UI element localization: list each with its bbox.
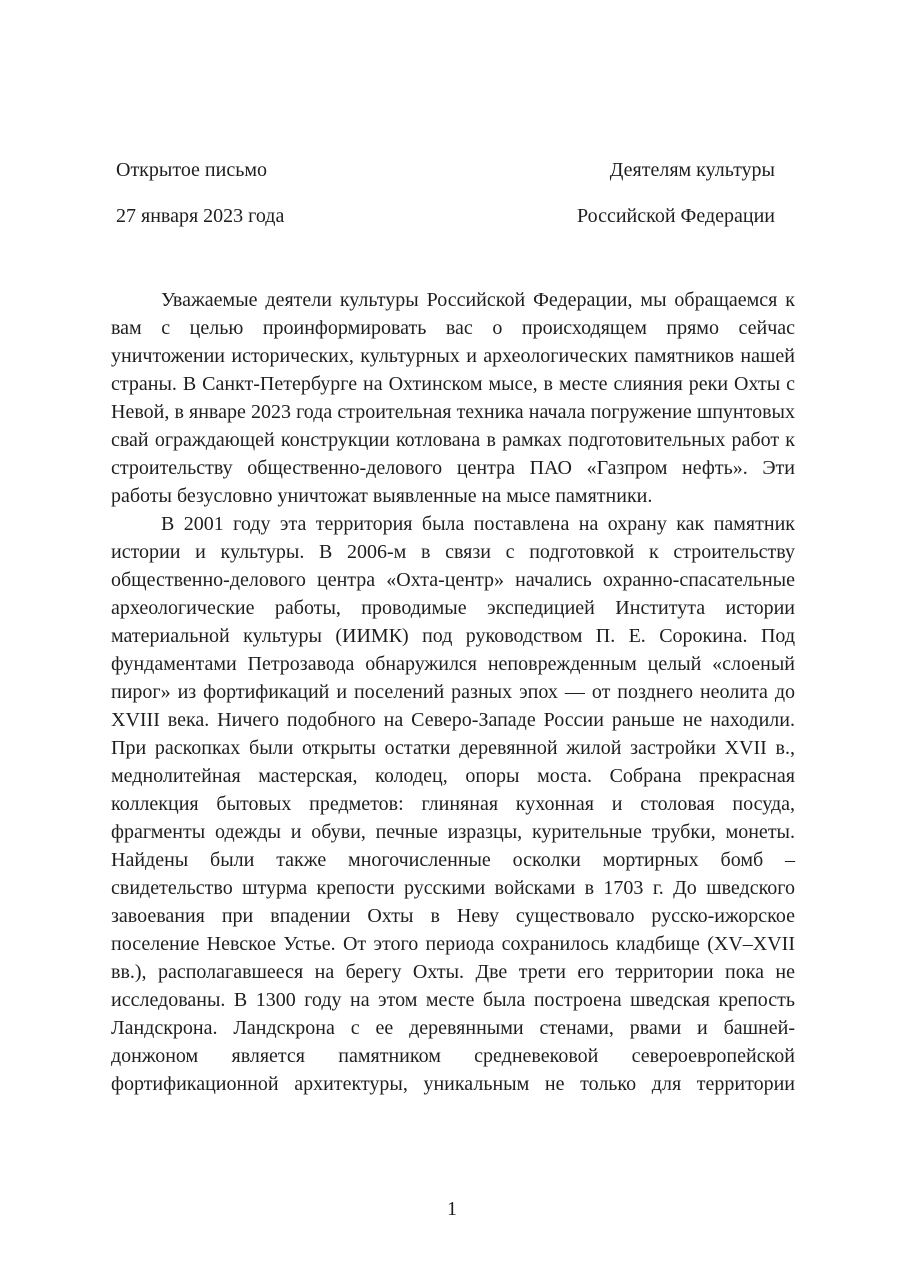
paragraph-1: Уважаемые деятели культуры Российской Федерации, мы обращаемся к вам с целью проинформировать вас о происходящем прямо сейчас уничтожении исторических, культурных и археологических памятников нашей страны. В Санкт-Петербурге на Охтинском мысе, в месте слияния реки Охты с Невой, в январе 2023 года строительная техника начала погружение шпунтовых свай ограждающей конструкции котлована в рамках подготовительных работ к строительству общественно-делового центра ПАО «Газпром нефть». Эти работы безусловно уничтожат выявленные на мысе памятники. bbox=[111, 289, 795, 507]
letter-body bbox=[111, 286, 795, 1098]
page-number: 1 bbox=[447, 1198, 457, 1220]
letter-header-row-2 bbox=[111, 202, 795, 230]
addressee-line-2: Российской Федерации bbox=[576, 205, 775, 227]
letter-header-row-1 bbox=[111, 156, 795, 184]
paragraph-2: В 2001 году эта территория была поставлена на охрану как памятник истории и культуры. В 2006-м в связи с подготовкой к строительству общественно-делового центра «Охта-центр» начались охранно-спасательные археологические работы, проводимые экспедицией Института истории материальной культуры (ИИМК) под руководством П. Е. Сорокина. Под фундаментами Петрозавода обнаружился неповрежденным целый «слоеный пирог» из фортификаций и поселений разных эпох — от позднего неолита до XVIII века. Ничего подобного на Северо-Западе России раньше не находили. При раскопках были открыты остатки деревянной жилой застройки XVII в., меднолитейная мастерская, колодец, опоры моста. Собрана прекрасная коллекция бытовых предметов: глиняная кухонная и столовая посуда, фрагменты одежды и обуви, печные изразцы, курительные трубки, монеты. Найдены были также многочисленные осколки мортирных бомб – свидетельство штурма крепости русскими войсками в 1703 г. До шведского завоевания при впадении Охты в Неву существовало русско-ижорское поселение Невское Устье. От этого периода сохранилось кладбище (XV–XVII вв.), располагавшееся на берегу Охты. Две трети его территории пока не исследованы. В 1300 году на этом месте была построена шведская крепость Ландскрона. Ландскрона с ее деревянными стенами, рвами и башней-донжоном является памятником средневековой североевропейской фортификационной архитектуры, уникальным не только для территории bbox=[111, 513, 795, 1095]
doc-type-label: Открытое письмо bbox=[116, 159, 267, 181]
letter-content bbox=[111, 156, 795, 1098]
letter-date: 27 января 2023 года bbox=[116, 205, 285, 227]
addressee-line-1: Деятелям культуры bbox=[609, 159, 775, 181]
